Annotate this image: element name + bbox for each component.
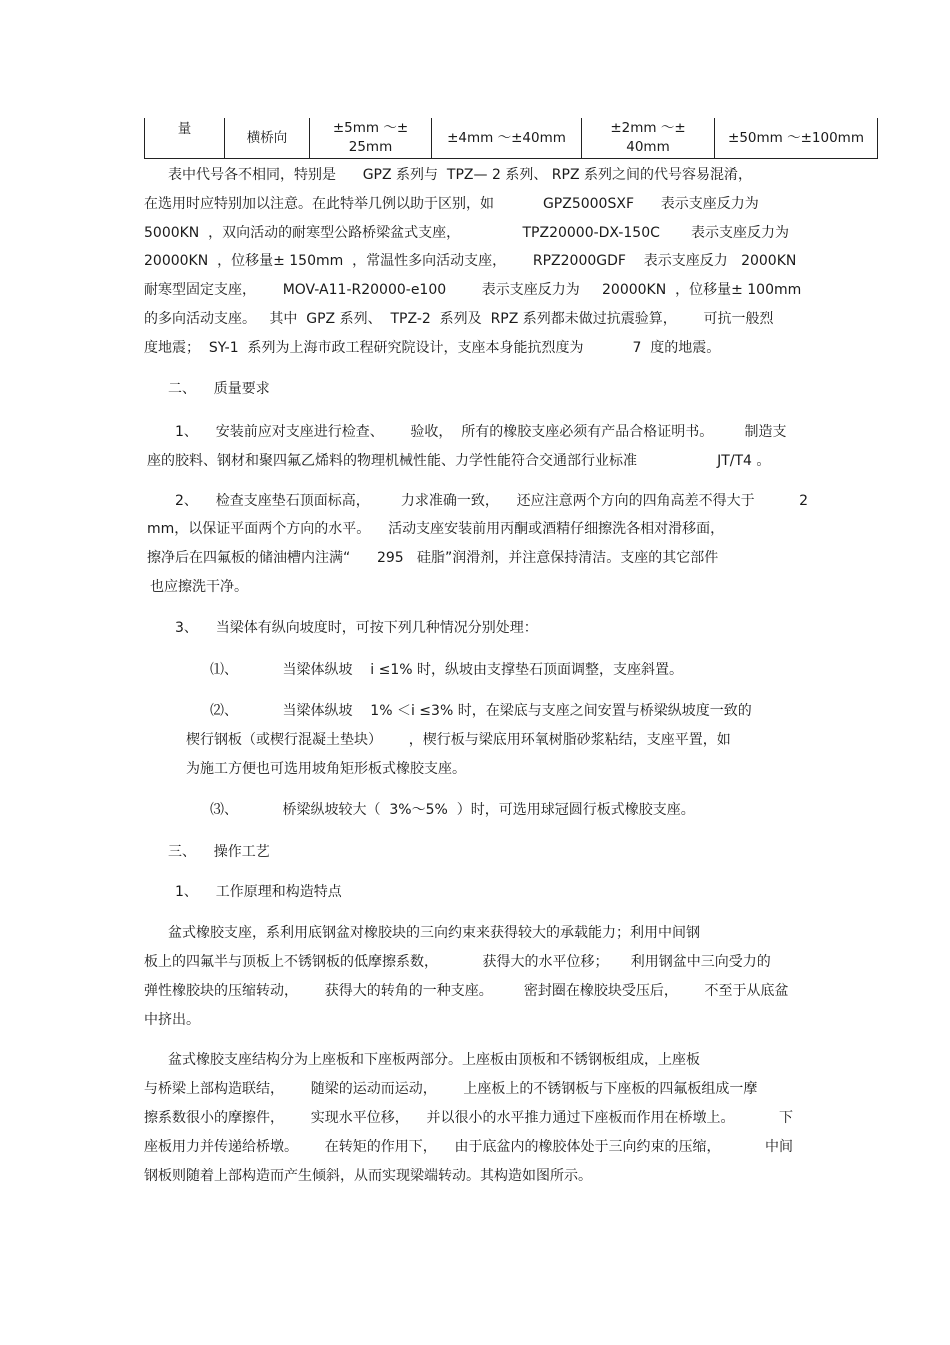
paragraph-line: 20000KN ，位移量± 150mm ，常温性多向活动支座， RPZ2000GDF 表示支座反力 2000KN xyxy=(144,253,797,269)
paragraph-line: 楔行钢板（或楔行混凝土垫块） ，楔行板与梁底用环氧树脂砂浆粘结，支座平置，如 xyxy=(186,732,731,748)
paragraph-line: 3、 当梁体有纵向坡度时，可按下列几种情况分别处理： xyxy=(175,620,538,636)
paragraph-line: 在选用时应特别加以注意。在此特举几例以助于区别，如 GPZ5000SXF 表示支座反力为 xyxy=(144,196,759,212)
paragraph-line: 钢板则随着上部构造而产生倾斜，从而实现梁端转动。其构造如图所示。 xyxy=(144,1168,592,1184)
table-cell-range-3: ±2mm ～± 40mm xyxy=(582,118,715,158)
paragraph-line: 度地震； SY-1 系列为上海市政工程研究院设计，支座本身能抗烈度为 7 度的地震。 xyxy=(144,340,721,356)
paragraph-line: mm，以保证平面两个方向的水平。 活动支座安装前用丙酮或酒精仔细擦洗各相对滑移面， xyxy=(147,521,725,537)
paragraph-line: ⑴、 当梁体纵坡 i ≤1% 时，纵坡由支撑垫石顶面调整，支座斜置。 xyxy=(210,662,684,678)
paragraph-line: 与桥梁上部构造联结， 随梁的运动而运动， 上座板上的不锈钢板与下座板的四氟板组成一摩 xyxy=(144,1081,758,1097)
paragraph-line: 弹性橡胶块的压缩转动， 获得大的转角的一种支座。 密封圈在橡胶块受压后， 不至于从底盆 xyxy=(144,983,789,999)
paragraph-line: 为施工方便也可选用坡角矩形板式橡胶支座。 xyxy=(186,761,466,777)
paragraph-line: 表中代号各不相同，特别是 GPZ 系列与 TPZ— 2 系列、 RPZ 系列之间的代号容易混淆， xyxy=(168,167,752,183)
paragraph-line: 座的胶料、钢材和聚四氟乙烯料的物理机械性能、力学性能符合交通部行业标准 JT/T4 。 xyxy=(147,453,771,469)
paragraph-line: 5000KN ，双向活动的耐寒型公路桥梁盆式支座， TPZ20000-DX-150C 表示支座反力为 xyxy=(144,225,790,241)
paragraph-line: 盆式橡胶支座结构分为上座板和下座板两部分。上座板由顶板和不锈钢板组成，上座板 xyxy=(168,1052,700,1068)
subsection-heading: 1、 工作原理和构造特点 xyxy=(175,884,342,900)
table-cell-range-4: ±50mm ～±100mm xyxy=(728,129,864,146)
paragraph-line: 座板用力并传递给桥墩。 在转矩的作用下， 由于底盆内的橡胶体处于三向约束的压缩， 中间 xyxy=(144,1139,794,1155)
section-heading: 二、 质量要求 xyxy=(168,381,270,397)
spec-table-row xyxy=(144,118,878,159)
table-cell-quantity: 量 xyxy=(145,118,225,158)
paragraph-line: 耐寒型固定支座， MOV-A11-R20000-e100 表示支座反力为 20000KN ，位移量± 100mm xyxy=(144,282,802,298)
paragraph-line: 2、 检查支座垫石顶面标高， 力求准确一致， 还应注意两个方向的四角高差不得大于 2 xyxy=(175,493,809,509)
table-cell-range-1: ±5mm ～± 25mm xyxy=(310,118,432,158)
paragraph-line: 也应擦洗干净。 xyxy=(150,579,248,595)
paragraph-line: 1、 安装前应对支座进行检查、 验收， 所有的橡胶支座必须有产品合格证明书。 制造支 xyxy=(175,424,787,440)
paragraph-line: 擦系数很小的摩擦件， 实现水平位移， 并以很小的水平推力通过下座板而作用在桥墩上。 下 xyxy=(144,1110,794,1126)
section-heading: 三、 操作工艺 xyxy=(168,844,270,860)
table-cell-direction: 横桥向 xyxy=(225,118,310,158)
paragraph-line: 中挤出。 xyxy=(144,1012,200,1028)
paragraph-line: 板上的四氟半与顶板上不锈钢板的低摩擦系数， 获得大的水平位移； 利用钢盆中三向受力的 xyxy=(144,954,771,970)
paragraph-line: ⑵、 当梁体纵坡 1% ＜i ≤3% 时，在梁底与支座之间安置与桥梁纵坡度一致的 xyxy=(210,703,752,719)
paragraph-line: ⑶、 桥梁纵坡较大（ 3%～5% ）时，可选用球冠圆行板式橡胶支座。 xyxy=(210,802,695,818)
table-cell-range-2: ±4mm ～±40mm xyxy=(432,118,582,158)
paragraph-line: 盆式橡胶支座，系利用底钢盆对橡胶块的三向约束来获得较大的承载能力；利用中间钢 xyxy=(168,925,700,941)
paragraph-line: 的多向活动支座。 其中 GPZ 系列、 TPZ-2 系列及 RPZ 系列都未做过抗震验算， 可抗一般烈 xyxy=(144,311,774,327)
paragraph-line: 擦净后在四氟板的储油槽内注满“ 295 硅脂”润滑剂，并注意保持清洁。支座的其它部件 xyxy=(147,550,719,566)
